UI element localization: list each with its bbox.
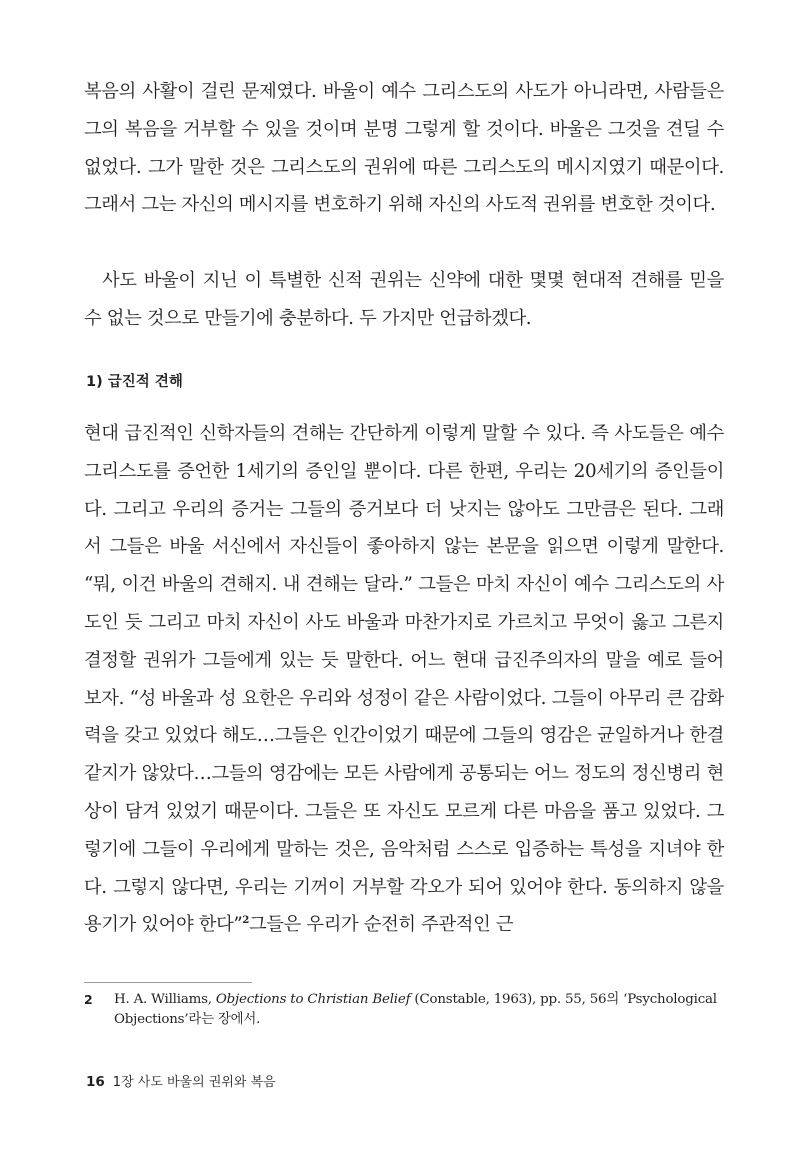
paragraph-3-text: 현대 급진적인 신학자들의 견해는 간단하게 이렇게 말할 수 있다. 즉 사도들은 예수 그리스도를 증언한 1세기의 증인일 뿐이다. 다른 한편, 우리는 20세기의 증인들이다. 그리고 우리의 증거는 그들의 증거보다 더 낫지는 않아도 그만큼은 된다. 그래서 그들은 바울 서신에서 자신들이 좋아하지 않는 본문을 읽으면 이렇게 말한다. “뭐, 이건 바울의 견해지. 내 견해는 달라.” 그들은 마치 자신이 예수 그리스도의 사도인 듯 그리고 마치 자신이 사도 바울과 마찬가지로 가르치고 무엇이 옳고 그른지 결정할 권위가 그들에게 있는 듯 말한다. 어느 현대 급진주의자의 말을 예로 들어 보자. “성 바울과 성 요한은 우리와 성정이 같은 사람이었다. 그들이 아무리 큰 감화력을 갖고 있었다 해도…그들은 인간이었기 때문에 그들의 영감은 균일하거나 한결같지가 않았다…그들의 영감에는 모든 사람에게 공통되는 어느 정도의 정신병리 현상이 담겨 있었기 때문이다. 그들은 또 자신도 모르게 다른 마음을 품고 있었다. 그렇기에 그들이 우리에게 말하는 것은, 음악처럼 스스로 입증하는 특성을 지녀야 한다. 그렇지 않다면, 우리는 기꺼이 거부할 각오가 되어 있어야 한다. 동의하지 않을 용기가 있어야 한다” — [84, 423, 724, 936]
body-paragraph-2: 사도 바울이 지닌 이 특별한 신적 권위는 신약에 대한 몇몇 현대적 견해를 믿을 수 없는 것으로 만들기에 충분하다. 두 가지만 언급하겠다. — [84, 270, 724, 329]
body-paragraph-3 — [84, 415, 724, 944]
body-paragraph-1: 복음의 사활이 걸린 문제였다. 바울이 예수 그리스도의 사도가 아니라면, 사람들은 그의 복음을 거부할 수 있을 것이며 분명 그렇게 할 것이다. 바울은 그것을 견딜 수 없었다. 그가 말한 것은 그리스도의 권위에 따른 그리스도의 메시지였기 때문이다. 그래서 그는 자신의 메시지를 변호하기 위해 자신의 사도적 권위를 변호한 것이다. — [84, 81, 724, 216]
section-heading: 1) 급진적 견해 — [86, 374, 183, 390]
footnote-citation: (Constable, 1963), pp. 55, 56의 ‘Psychological Objections’라는 장에서. — [114, 992, 717, 1027]
footnote — [84, 990, 724, 1030]
running-chapter-title: 1장 사도 바울의 권위와 복음 — [112, 1075, 276, 1090]
paragraph-3-continuation: 그들은 우리가 순전히 주관적인 근 — [249, 914, 514, 936]
page-footer — [86, 1073, 276, 1092]
footnote-number: 2 — [84, 992, 93, 1007]
page-number: 16 — [86, 1074, 105, 1090]
footnote-author: H. A. Williams, — [114, 992, 216, 1007]
footnote-text — [114, 990, 724, 1030]
footnote-book-title: Objections to Christian Belief — [215, 992, 411, 1007]
footnote-reference: 2 — [242, 915, 250, 927]
footnote-divider — [84, 982, 252, 983]
